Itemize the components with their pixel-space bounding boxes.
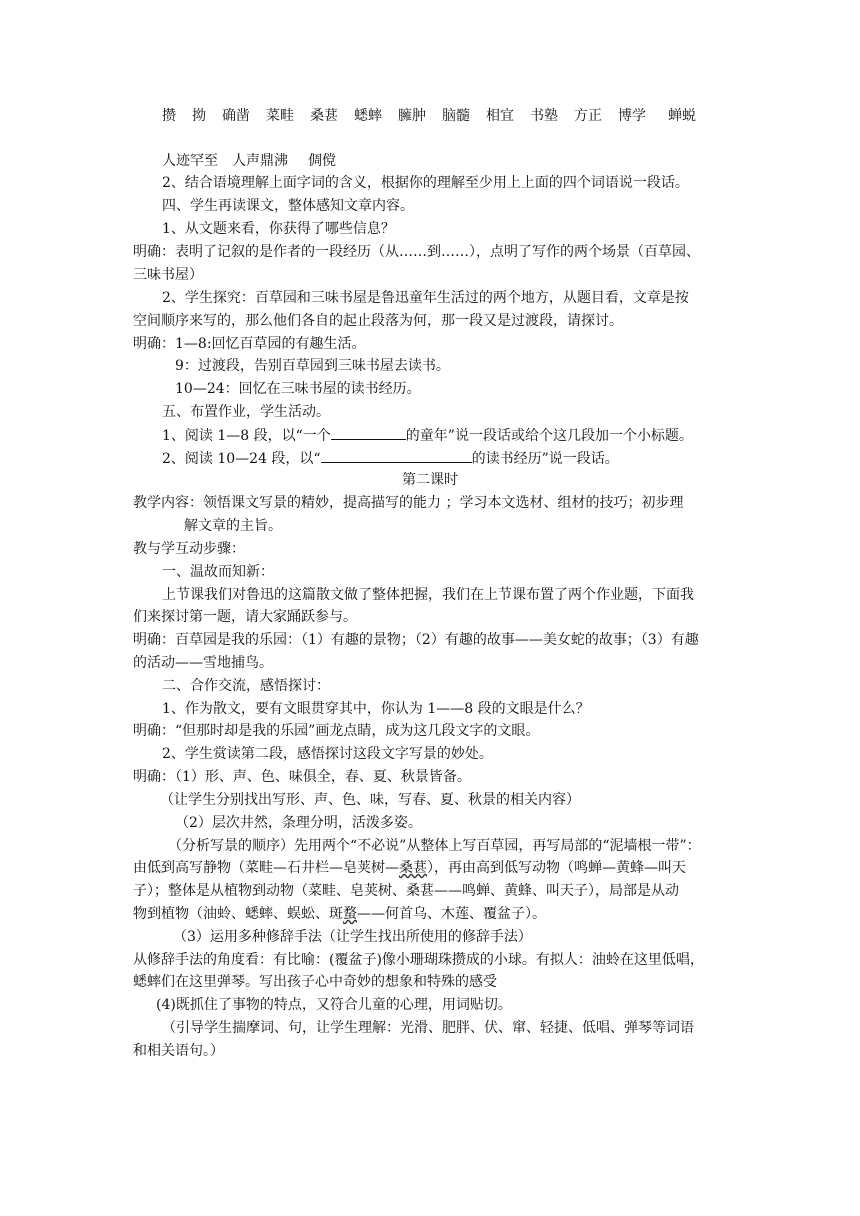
assignment-text: 的童年”说一段话或给个这几段加一个小标题。 <box>405 428 693 444</box>
text-line <box>133 904 546 924</box>
text-line: 一、温故而知新： <box>162 564 274 580</box>
text-line: 五、布置作业，学生活动。 <box>162 404 330 420</box>
section-title: 第二课时 <box>402 472 458 488</box>
underlined-word: 蝥 <box>343 906 357 922</box>
text-line: 的活动——雪地捕鸟。 <box>133 655 273 671</box>
text-line: 明确：百草园是我的乐园：（1）有趣的景物；（2）有趣的故事——美女蛇的故事；（3）有趣 <box>133 632 699 648</box>
underlined-word: 桑葚 <box>399 860 427 876</box>
text-line: 1、从文题来看，你获得了哪些信息？ <box>162 221 395 237</box>
text-line: 9：过渡段，告别百草园到三味书屋去读书。 <box>175 358 450 374</box>
text-line: 从修辞手法的角度看：有比喻：(覆盆子)像小珊瑚珠攒成的小球。有拟人：油蛉在这里低唱， <box>133 952 704 968</box>
assignment-2 <box>162 448 619 469</box>
vocab-word: 桑葚 <box>310 108 338 124</box>
text-line: （分析写景的顺序）先用两个“不必说”从整体上写百草园，再写局部的“泥墙根一带”： <box>168 838 701 854</box>
text-segment: ），再由高到低写动物（鸣蝉—黄蜂—叫天 <box>427 860 686 876</box>
idiom-word: 倜傥 <box>308 153 336 169</box>
text-line: （2）层次井然，条理分明，活泼多姿。 <box>175 815 422 831</box>
vocab-word: 相宜 <box>486 108 514 124</box>
text-line: （引导学生揣摩词、句，让学生理解：光滑、肥胖、伏、窜、轻捷、低唱、弹琴等词语 <box>162 1020 694 1036</box>
text-line: 二、合作交流，感悟探讨： <box>162 678 330 694</box>
vocab-word: 蝉蜕 <box>668 108 696 124</box>
text-line: 上节课我们对鲁迅的这篇散文做了整体把握，我们在上节课布置了两个作业题，下面我 <box>162 587 694 603</box>
text-segment: ——何首乌、木莲、覆盆子）。 <box>357 906 546 922</box>
text-line: 教学内容：领悟课文写景的精妙，提高描写的能力 ；学习本文选材、组材的技巧；初步理 <box>133 495 684 511</box>
assignment-1 <box>162 425 693 446</box>
text-line: 明确：“但那时却是我的乐园”画龙点睛，成为这几段文字的文眼。 <box>133 723 540 739</box>
text-line: 蟋蟀们在这里弹琴。写出孩子心中奇妙的想象和特殊的感受 <box>133 974 497 990</box>
text-line: 子）；整体是从植物到动物（菜畦、皂荚树、桑葚——鸣蝉、黄蜂、叫天子），局部是从动 <box>133 883 679 899</box>
assignment-text: 1、阅读 1—8 段，以“一个 <box>162 428 331 444</box>
fill-blank <box>321 448 472 463</box>
text-line: 三味书屋） <box>133 267 203 283</box>
text-line: 明确：（1）形、声、色、味俱全，春、夏、秋景皆备。 <box>133 769 471 785</box>
text-line: 2、学生探究：百草园和三味书屋是鲁迅童年生活过的两个地方，从题目看，文章是按 <box>162 290 689 306</box>
text-line: 2、结合语境理解上面字词的含义，根据你的理解至少用上上面的四个词语说一段话。 <box>162 175 689 191</box>
text-line: 解文章的主旨。 <box>184 518 282 534</box>
text-line: (4)既抓住了事物的特点，又符合儿童的心理，用词贴切。 <box>156 997 512 1013</box>
vocab-word: 拗 <box>192 108 206 124</box>
text-line: 四、学生再读课文，整体感知文章内容。 <box>162 198 414 214</box>
idiom-word: 人声鼎沸 <box>232 153 288 169</box>
vocab-word: 蟋蟀 <box>354 108 382 124</box>
text-line: 空间顺序来写的，那么他们各自的起止段落为何，那一段又是过渡段，请探讨。 <box>133 313 623 329</box>
text-line: 1、作为散文，要有文眼贯穿其中，你认为 1——8 段的文眼是什么？ <box>162 701 590 717</box>
idiom-word: 人迹罕至 <box>162 153 218 169</box>
vocab-word: 菜畦 <box>266 108 294 124</box>
vocab-word: 确凿 <box>222 108 250 124</box>
assignment-text: 2、阅读 10—24 段，以“ <box>162 451 321 467</box>
text-line <box>133 858 686 878</box>
text-segment: 物到植物（油蛉、蟋蟀、蜈蚣、斑 <box>133 906 343 922</box>
text-line: 2、学生赏读第二段，感悟探讨这段文字写景的妙处。 <box>162 746 493 762</box>
vocab-word: 脑髓 <box>442 108 470 124</box>
vocab-word: 方正 <box>574 108 602 124</box>
text-segment: 由低到高写静物（菜畦—石井栏—皂荚树— <box>133 860 399 876</box>
text-line: 明确：表明了记叙的是作者的一段经历（从……到……），点明了写作的两个场景（百草园、 <box>133 244 700 260</box>
vocab-word: 书塾 <box>530 108 558 124</box>
text-line: 和相关语句。） <box>133 1043 224 1059</box>
text-line: 明确：1—8:回忆百草园的有趣生活。 <box>133 336 366 352</box>
text-line: 们来探讨第一题，请大家踊跃参与。 <box>133 609 357 625</box>
text-line: 教与学互动步骤： <box>133 541 245 557</box>
text-line: 10—24：回忆在三味书屋的读书经历。 <box>175 381 421 397</box>
vocabulary-list <box>162 106 712 126</box>
text-line: （让学生分别找出写形、声、色、味，写春、夏、秋景的相关内容） <box>160 792 580 808</box>
assignment-text: 的读书经历”说一段话。 <box>471 451 619 467</box>
vocab-word: 臃肿 <box>398 108 426 124</box>
idiom-list <box>162 151 336 171</box>
vocab-word: 博学 <box>618 108 646 124</box>
fill-blank <box>331 425 406 440</box>
text-line: （3）运用多种修辞手法（让学生找出所使用的修辞手法） <box>173 929 532 945</box>
vocab-word: 攒 <box>162 108 176 124</box>
